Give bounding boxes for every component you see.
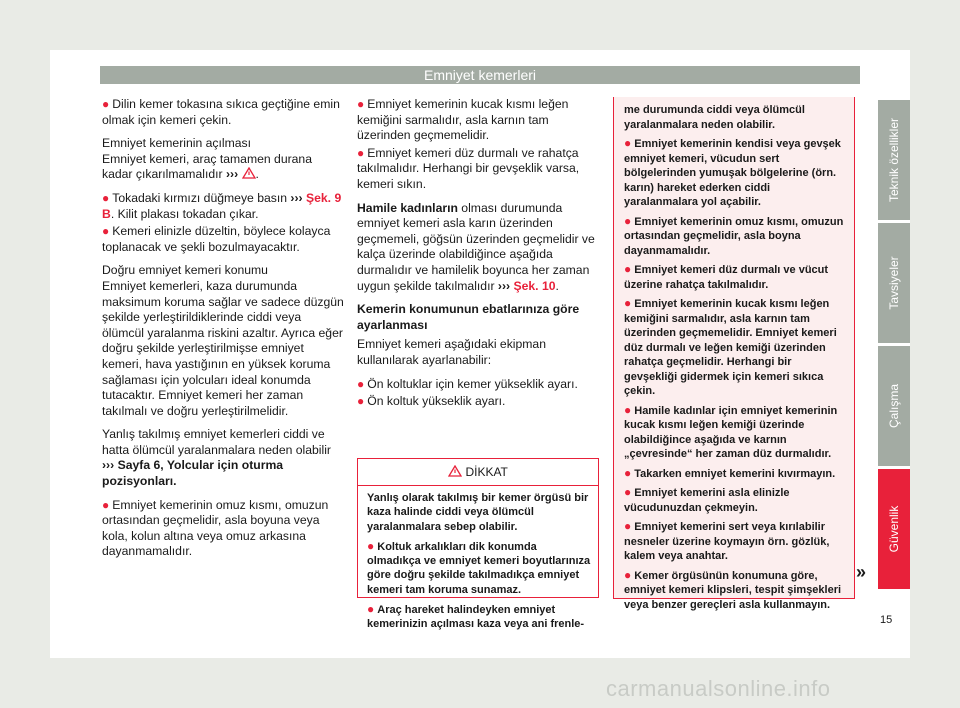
bullet-icon: ● [624,136,632,150]
tab-teknik-ozellikler[interactable] [878,100,910,220]
watermark: carmanualsonline.info [606,676,831,701]
bullet-icon: ● [357,145,365,160]
bullet-icon: ● [624,485,632,499]
tab-label: Tavsiyeler [887,256,901,310]
figure-reference-link[interactable]: Şek. 10 [513,278,556,293]
reference-arrow-icon: ››› [497,278,511,293]
bullet-icon: ● [624,213,632,228]
reference-arrow-icon: ››› [102,458,115,473]
page-reference-link[interactable]: Sayfa 6, Yolcular için oturma pozisyonları. [102,458,284,489]
figure-reference-link[interactable]: Şek. 9 B [102,190,342,221]
warning-title: DİKKAT [465,465,508,479]
text-paragraph: Emniyet kemerinin omuz kısmı, omuzun ortasından geçmelidir, asla boyuna veya kola, kolun altına veya omuz arkasına dayanmamalıdır. [102,497,329,559]
bullet-icon: ● [624,402,632,417]
tab-label: Çalışma [887,383,901,429]
bullet-icon: ● [624,567,632,582]
bullet-icon: ● [102,190,110,205]
continue-arrow-icon: » [856,562,867,582]
bullet-icon: ● [624,519,632,533]
warning-list-item: Emniyet kemerini asla elinizle vücudunuzdan çekmeyin. [624,487,790,514]
text-paragraph: Kemeri elinizle düzeltin, böylece kolayca toplanacak ve şekli bozulmayacaktır. [102,224,331,254]
warning-continued-body [624,103,844,616]
list-item: Ön koltuk yükseklik ayarı. [367,394,506,409]
text-paragraph: Dilin kemer tokasına sıkıca geçtiğine emin olmak için kemeri çekin. [102,97,340,127]
section-heading: Emniyet kemerinin açılması [102,136,252,151]
tab-label: Teknik özellikler [887,117,901,203]
section-heading: Doğru emniyet kemeri konumu [102,263,268,278]
warning-header [358,459,598,486]
warning-text: Yanlış olarak takılmış bir kemer örgüsü bir kaza halinde ciddi veya ölümcül yaralanmalara sebep olabilir. [367,492,589,533]
text-paragraph: Emniyet kemeri, araç tamamen durana kadar çıkarılmamalıdır [102,151,312,182]
warning-list-item: Emniyet kemerini sert veya kırılabilir nesneler üzerine koymayın örn. gözlük, kalem veya anahtar. [624,521,830,562]
text-paragraph: Emniyet kemerleri, kaza durumunda maksimum koruma sağlar ve sadece düzgün şekilde yerleştirildiklerinde ciddi veya ölümcül yaralanma riskini azaltır. Ayrıca eğer doğru şekilde yerleştirilmişse emniyet kemeri, hava yastığının en yüksek koruma sağlaması için yolcuları ideal konumda tutacaktır. Emniyet kemeri her zaman takılmalı ve doğru yerleştirilmelidir. [102,278,344,418]
bullet-icon: ● [357,97,365,111]
text-paragraph: Emniyet kemeri düz durmalı ve rahatça takılmalıdır. Herhangi bir gevşeklik varsa, kemeri sıkın. [357,145,580,191]
warning-triangle-icon [242,167,256,179]
text-paragraph: . Kilit plakası tokadan çıkar. [110,206,259,221]
warning-list-item: Emniyet kemerinin kucak kısmı leğen kemiğini sarmalıdır, asla karnın tam üzerinden geçmemelidir. Emniyet kemeri düz durmalı ve leğen kemiği üzerinden rahatça geçmelidir. Herhangi bir gevşekliği gidermek için kemeri sıkıca çekin. [624,298,837,397]
text-paragraph: olması durumunda emniyet kemeri asla karın üzerinden geçmemeli, göğsün üzerinden geçmelidir ve kalça üzerinde olabildiğince aşağıda durmalıdır ve hamilelik boyunca her zaman uygun şekilde takılmalıdır [357,200,595,293]
column-left: ● Dilin kemer tokasına sıkıca geçtiğine emin olmak için kemeri çekin. Emniyet kemerinin açılması Emniyet kemeri, araç tamamen durana kadar çıkarılmamalıdır ››› . ● Tokadaki kırmızı düğmeye basın ››› Şek. 9 B. Kilit plakası tokadan çıkar. ● Kemeri elinizle düzeltin, böylece kolayca toplanacak ve şekli bozulmayacaktır. Doğru emniyet kemeri konumu Emniyet kemerleri, kaza durumunda maksimum koruma sağlar ve sadece düzgün şekilde yerleştirildiklerinde ciddi veya ölümcül yaralanma riskini azaltır. Ayrıca eğer doğru şekilde yerleştirilmişse emniyet kemeri, hava yastığının en yüksek koruma sağlaması için yolcuları ideal konumda tutacaktır. Emniyet kemeri her zaman takılmalı ve doğru yerleştirilmelidir. Yanlış takılmış emniyet kemerleri ciddi ve hatta ölümcül yaralanmalara neden olabilir ››› Sayfa 6, Yolcular için oturma pozisyonları. ● Emniyet kemerinin omuz kısmı, omuzun ortasından geçmelidir, asla boyuna veya kola, kolun altına veya omuz arkasına dayanmamalıdır. [102,97,344,559]
warning-continued-box [613,97,855,611]
bullet-icon: ● [357,394,365,409]
section-heading: Kemerin konumunun ebatlarınıza göre ayarlanması [357,302,580,332]
tab-tavsiyeler[interactable] [878,223,910,343]
warning-box [357,458,599,631]
warning-text: me durumunda ciddi veya ölümcül yaralanmalara neden olabilir. [624,104,805,131]
warning-list-item: Araç hareket halindeyken emniyet kemerinizin açılması kaza veya ani frenle- [367,604,585,631]
bullet-icon: ● [102,497,110,512]
warning-triangle-icon [448,465,462,477]
bullet-icon: ● [102,97,110,111]
warning-list-item: Emniyet kemerinin kendisi veya gevşek emniyet kemeri, vücudun sert bölgelerinden yumuşak bölgelerine (örn. karın) hareket ederken ciddi yaralanmalara yol açabilir. [624,138,841,208]
bullet-icon: ● [367,538,375,553]
reference-arrow-icon: ››› [290,190,303,205]
list-item: Ön koltuklar için kemer yükseklik ayarı. [367,376,578,391]
text-paragraph: Yanlış takılmış emniyet kemerleri ciddi ve hatta ölümcül yaralanmalara neden olabilir [102,427,331,457]
text-paragraph: Emniyet kemeri aşağıdaki ekipman kullanılarak ayarlanabilir: [357,337,546,367]
bullet-icon: ● [624,296,632,310]
bullet-icon: ● [624,465,632,480]
bullet-icon: ● [102,224,110,239]
warning-list-item: Koltuk arkalıkları dik konumda olmadıkça ve emniyet kemeri boyutlarınıza göre doğru şekilde takılmadıkça emniyet kemeri tam koruma sunamaz. [367,540,591,596]
column-middle: ● Emniyet kemerinin kucak kısmı leğen kemiğini sarmalıdır, asla karnın tam üzerinden geçmemelidir. ● Emniyet kemeri düz durmalı ve rahatça takılmalıdır. Herhangi bir gevşeklik varsa, kemeri sıkın. Hamile kadınların olması durumunda emniyet kemeri asla karın üzerinden geçmemeli, göğsün üzerinden geçmelidir ve kalça üzerinde olabildiğince aşağıda durmalıdır ve hamilelik boyunca her zaman uygun şekilde takılmalıdır ››› Şek. 10. Kemerin konumunun ebatlarınıza göre ayarlanması Emniyet kemeri aşağıdaki ekipman kullanılarak ayarlanabilir: ● Ön koltuklar için kemer yükseklik ayarı. ● Ön koltuk yükseklik ayarı. [357,97,595,409]
bullet-icon: ● [624,262,632,276]
warning-body [367,491,592,637]
warning-list-item: Kemer örgüsünün konumuna göre, emniyet kemeri klipsleri, tespit şimşekleri veya benzer gereçleri asla kullanmayın. [624,569,842,611]
tab-guvenlik[interactable] [878,469,910,589]
page-number: 15 [880,614,893,626]
text-paragraph: Emniyet kemerinin kucak kısmı leğen kemiğini sarmalıdır, asla karnın tam üzerinden geçmemelidir. [357,97,569,143]
warning-list-item: Emniyet kemeri düz durmalı ve vücut üzerine rahatça takılmalıdır. [624,264,829,291]
warning-list-item: Emniyet kemerinin omuz kısmı, omuzun ortasından geçmelidir, asla boyna dayanmamalıdır. [624,215,844,257]
page-title: Emniyet kemerleri [100,66,860,84]
tab-calisma[interactable] [878,346,910,466]
warning-list-item: Takarken emniyet kemerini kıvırmayın. [634,467,836,480]
warning-list-item: Hamile kadınlar için emniyet kemerinin kucak kısmı leğen kemiği üzerinde olabildiğince aşağıda ve karnın „çevresinde“ her zaman düz durmalıdır. [624,404,838,460]
bullet-icon: ● [367,602,375,617]
bullet-icon: ● [357,376,365,391]
text-paragraph: Tokadaki kırmızı düğmeye basın [112,190,288,205]
text-emphasis: Hamile kadınların [357,200,458,215]
tab-label: Güvenlik [887,505,901,553]
reference-arrow-icon: ››› [225,167,239,182]
